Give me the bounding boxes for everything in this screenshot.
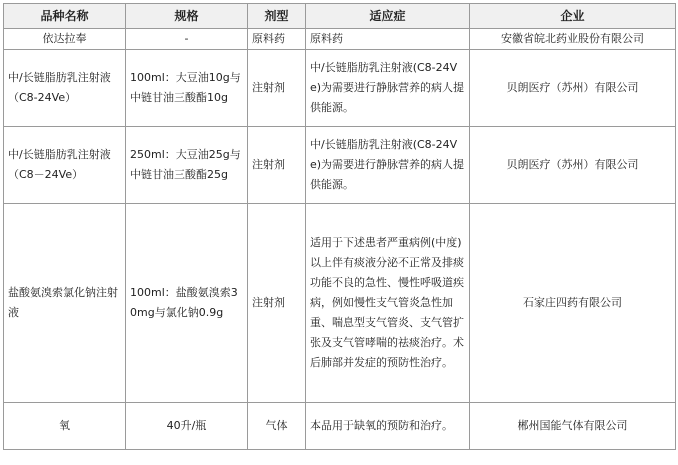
- table-row: [4, 29, 676, 50]
- drug-table: [3, 3, 676, 450]
- header-spec: 规格: [126, 4, 248, 29]
- cell-spec: 100ml：盐酸氨溴索30mg与氯化钠0.9g: [126, 204, 248, 403]
- cell-spec: 250ml：大豆油25g与中链甘油三酸酯25g: [126, 127, 248, 204]
- table-row: [4, 204, 676, 403]
- cell-name: 氧: [4, 403, 126, 450]
- cell-form: 注射剂: [248, 50, 306, 127]
- header-company: 企业: [470, 4, 676, 29]
- cell-company: 郴州国能气体有限公司: [470, 403, 676, 450]
- cell-indication: 适用于下述患者严重病例(中度)以上伴有痰液分泌不正常及排痰功能不良的急性、慢性呼吸道疾病，例如慢性支气管炎急性加重、喘息型支气管炎、支气管扩张及支气管哮喘的祛痰治疗。术后肺部并发症的预防性治疗。: [306, 204, 470, 403]
- table-row: [4, 403, 676, 450]
- cell-name: 盐酸氨溴索氯化钠注射液: [4, 204, 126, 403]
- cell-form: 原料药: [248, 29, 306, 50]
- cell-form: 注射剂: [248, 127, 306, 204]
- cell-spec: 100ml：大豆油10g与中链甘油三酸酯10g: [126, 50, 248, 127]
- cell-form: 注射剂: [248, 204, 306, 403]
- header-row: [4, 4, 676, 29]
- cell-indication: 原料药: [306, 29, 470, 50]
- header-name: 品种名称: [4, 4, 126, 29]
- cell-spec: 40升/瓶: [126, 403, 248, 450]
- cell-company: 石家庄四药有限公司: [470, 204, 676, 403]
- cell-indication: 中/长链脂肪乳注射液(C8-24Ve)为需要进行静脉营养的病人提供能源。: [306, 50, 470, 127]
- header-form: 剂型: [248, 4, 306, 29]
- cell-company: 贝朗医疗（苏州）有限公司: [470, 127, 676, 204]
- cell-indication: 本品用于缺氧的预防和治疗。: [306, 403, 470, 450]
- cell-company: 贝朗医疗（苏州）有限公司: [470, 50, 676, 127]
- cell-company: 安徽省皖北药业股份有限公司: [470, 29, 676, 50]
- cell-name: 中/长链脂肪乳注射液（C8-24Ve）: [4, 50, 126, 127]
- cell-name: 依达拉奉: [4, 29, 126, 50]
- table-row: [4, 50, 676, 127]
- cell-indication: 中/长链脂肪乳注射液(C8-24Ve)为需要进行静脉营养的病人提供能源。: [306, 127, 470, 204]
- cell-form: 气体: [248, 403, 306, 450]
- cell-spec: -: [126, 29, 248, 50]
- table-row: [4, 127, 676, 204]
- cell-name: 中/长链脂肪乳注射液（C8－24Ve）: [4, 127, 126, 204]
- header-indication: 适应症: [306, 4, 470, 29]
